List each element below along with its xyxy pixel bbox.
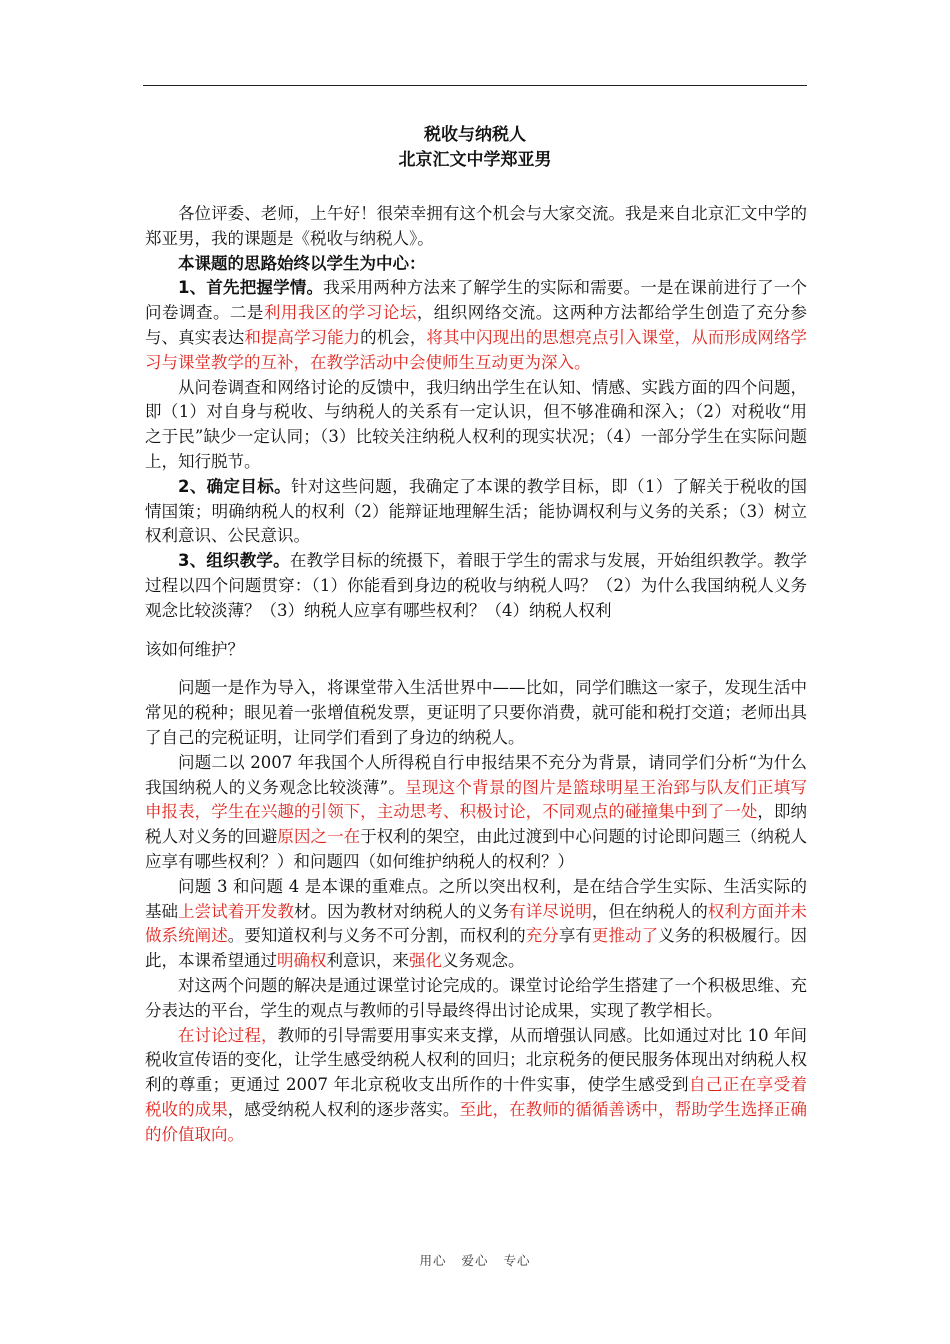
discussion-paragraph: 对这两个问题的解决是通过课堂讨论完成的。课堂讨论给学生搭建了一个积极思维、充分表达的平台，学生的观点与教师的引导最终得出讨论成果，实现了教学相长。	[145, 975, 807, 1020]
body-text: 问题 3 和问题 4 是本课的重难点。之所以突出权利，是在结合学生实际、生活实际的基础	[145, 876, 807, 921]
title-block	[143, 123, 807, 173]
body-text: 我采用两种方法来了解学生的实际和需要。一是在课前进行了一个问卷调查。二是	[145, 278, 807, 323]
body-text: 针对这些问题，我确定了本课的教学目标，即（1）了解关于税收的国情国策；明确纳税人的权利（2）能辩证地理解生活；能协调权利与义务的关系；（3）树立权利意识、公民意识。	[145, 476, 808, 546]
highlight-text: 至此，在教师的循循善诱中，帮助学生选择正确的价值取向。	[145, 1099, 808, 1144]
section-2-heading: 2、确定目标。	[178, 476, 291, 496]
section-2-paragraph	[145, 475, 807, 549]
body-text: 。要知道权利与义务不可分割，而权利的	[227, 926, 526, 946]
footer-word: 专心	[503, 1253, 531, 1268]
section-1-heading: 1、首先把握学情。	[178, 278, 324, 298]
question-1-paragraph: 问题一是作为导入，将课堂带入生活世界中——比如，同学们瞧这一家子，发现生活中常见的税种；眼见着一张增值税发票，更证明了只要你消费，就可能和税打交道；老师出具了自己的完税证明，让同学们看到了身边的纳税人。	[145, 678, 807, 747]
footer-word: 爱心	[461, 1253, 489, 1268]
last-paragraph	[145, 1024, 807, 1148]
body-text: 义务的积极履行。因此，本课希望通过	[145, 926, 808, 971]
highlight-text: 原因之一在	[277, 827, 361, 847]
body-text: 义务观念。	[442, 951, 525, 971]
document-title: 税收与纳税人	[424, 125, 526, 145]
body-text: ，感受纳税人权利的逐步落实。	[227, 1099, 460, 1119]
section-1-paragraph	[145, 276, 807, 375]
feedback-paragraph: 从问卷调查和网络讨论的反馈中，我归纳出学生在认知、情感、实践方面的四个问题，即（1）对自身与税收、与纳税人的关系有一定认识，但不够准确和深入；（2）对税收“用之于民”缺少一定认同；（3）比较关注纳税人权利的现实状况；（4）一部分学生在实际问题上，知行脱节。	[145, 377, 807, 471]
highlight-text: 更推动了	[591, 926, 659, 946]
section-3-paragraph	[145, 549, 807, 623]
body-text: ，但在纳税人的	[591, 901, 708, 921]
footer-word: 用心	[419, 1253, 447, 1268]
body-text: 于权利的架空，由此过渡到中心问题的讨论即问题三（纳税人应享有哪些权利？）和问题四（如何维护纳税人的权利？）	[145, 827, 808, 871]
header-rule	[143, 85, 807, 86]
thesis-paragraph	[145, 252, 807, 277]
highlight-text: 强化	[409, 951, 442, 971]
body-text: 问题二以 2007 年我国个人所得税自行申报结果不充分为背景，请同学们分析“为什么我国纳税人的义务观念比较淡薄”。	[145, 752, 807, 797]
intro-paragraph: 各位评委、老师，上午好！很荣幸拥有这个机会与大家交流。我是来自北京汇文中学的郑亚男，我的课题是《税收与纳税人》。	[145, 204, 807, 248]
question-3-4-paragraph	[145, 875, 807, 974]
body-text: 利意识，来	[326, 951, 409, 971]
body-text: 的机会，	[360, 327, 427, 347]
highlight-text: 和提高学习能力	[244, 327, 361, 347]
body-text: ，组织网络交流。这两种方法都给学生创造了充分参与、真实表达	[145, 303, 808, 347]
highlight-text: 在讨论过程，	[178, 1025, 278, 1045]
highlight-text: 明确权	[277, 951, 327, 971]
body-text: 材。因为教材对纳税人的义务	[293, 901, 510, 921]
highlight-text: 上尝试着开发教	[178, 901, 294, 921]
author-line: 北京汇文中学郑亚男	[398, 150, 552, 170]
page-footer	[0, 1251, 950, 1269]
highlight-text: 利用我区的学习论坛	[263, 303, 417, 323]
question-2-paragraph	[145, 751, 807, 875]
document-body	[145, 202, 807, 1147]
highlight-text: 有详尽说明	[509, 901, 592, 921]
section-3-heading: 3、组织教学。	[178, 551, 290, 571]
highlight-text: 呈现这个背景的图片是篮球明星王治郅与队友们正填写申报表，学生在兴趣的引领下，主动思考、积极讨论，不同观点的碰撞集中到了一处	[145, 777, 808, 822]
highlight-text: 充分	[525, 926, 559, 946]
highlight-text: 权利方面并未做系统阐述	[145, 901, 808, 946]
body-text: ，即纳税人对义务的回避	[145, 802, 808, 847]
body-text: 教师的引导需要用事实来支撑，从而增强认同感。比如通过对比 10 年间税收宣传语的变化，让学生感受纳税人权利的回归；北京税务的便民服务体现出对纳税人权利的尊重；更通过 2007 年北京税收支出所作的十件实事，使学生感受到	[145, 1025, 807, 1095]
thesis-text: 本课题的思路始终以学生为中心：	[178, 253, 426, 273]
highlight-text: 自己正在享受着税收的成果	[145, 1075, 808, 1119]
highlight-text: 将其中闪现出的思想亮点引入课堂，从而形成网络学习与课堂教学的互补，在教学活动中会使师生互动更为深入。	[145, 327, 808, 372]
section-3-tail: 该如何维护？	[145, 639, 244, 659]
body-text: 享有	[558, 926, 592, 946]
body-text: 在教学目标的统摄下，着眼于学生的需求与发展，开始组织教学。教学过程以四个问题贯穿：（1）你能看到身边的税收与纳税人吗？（2）为什么我国纳税人义务观念比较淡薄？（3）纳税人应享有哪些权利？（4）纳税人权利	[145, 551, 808, 620]
